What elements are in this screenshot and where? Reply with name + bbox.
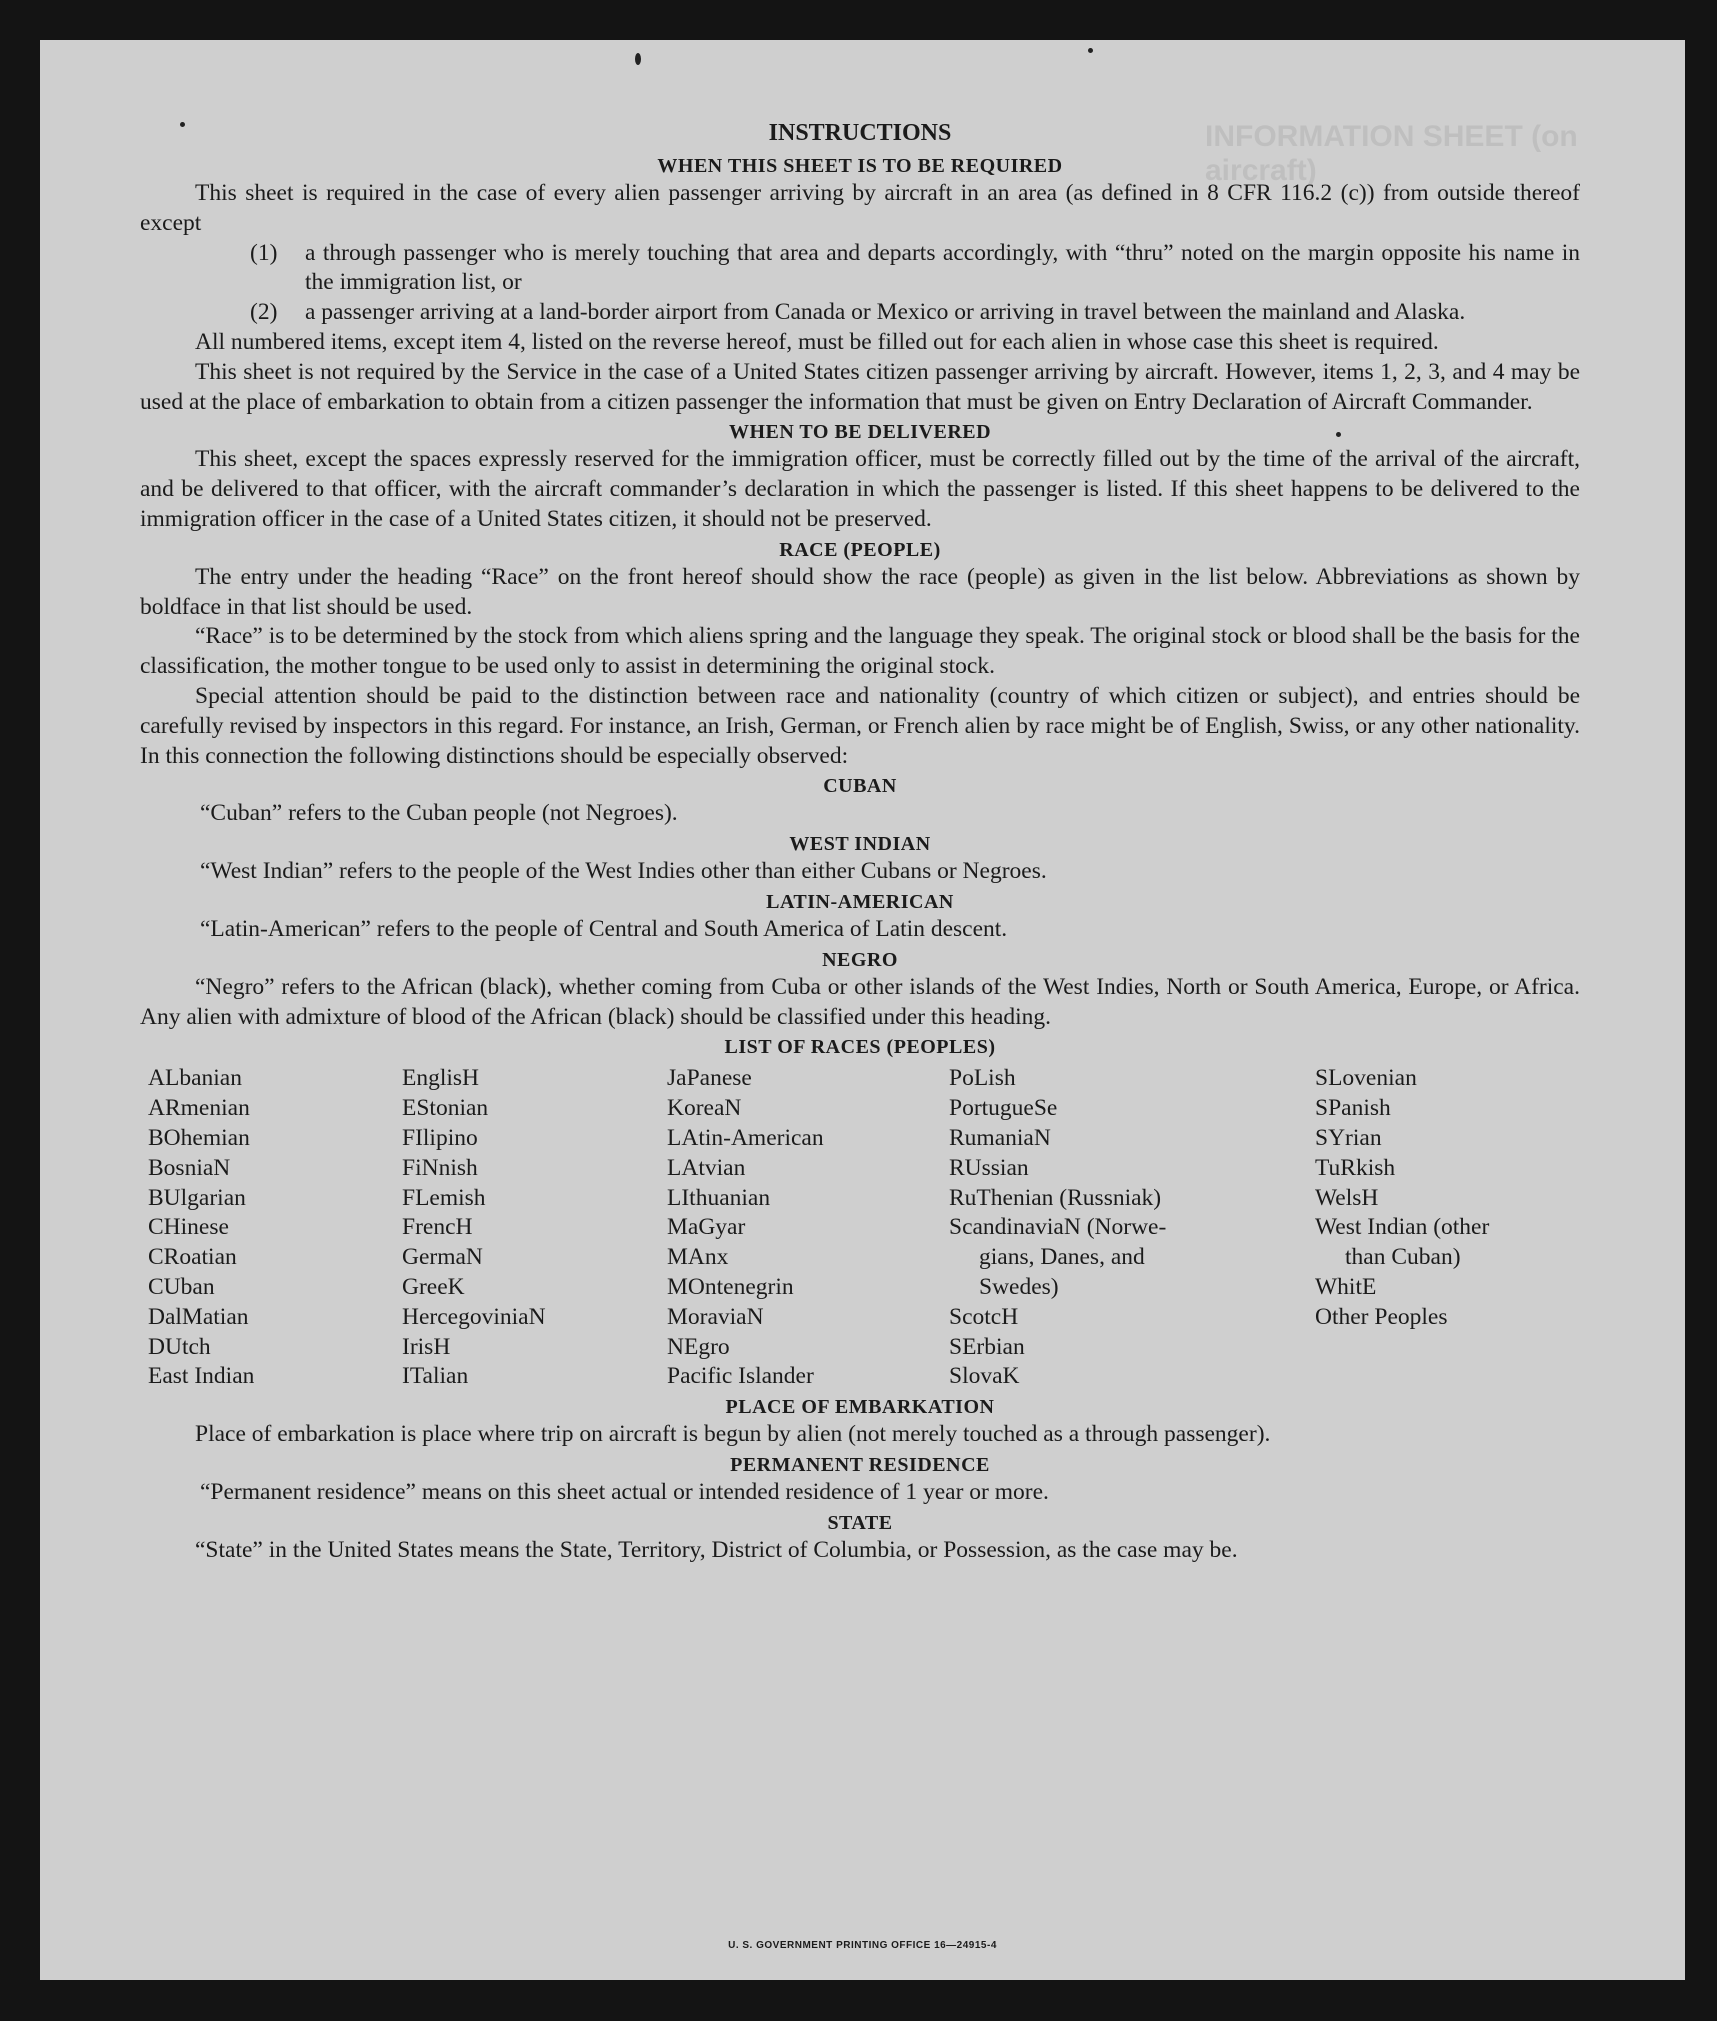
race-entry-continued: Swedes): [979, 1273, 1059, 1300]
races-column-4: [949, 1064, 1315, 1392]
race-entry: RumaniaN: [949, 1124, 1051, 1151]
race-entry: LIthuanian: [667, 1184, 771, 1211]
definition-text: “Permanent residence” means on this sheet actual or intended residence of 1 year or more.: [200, 1478, 1049, 1505]
heading-west-indian: WEST INDIAN: [789, 833, 931, 856]
document-page: [40, 40, 1685, 1980]
race-entry: SLovenian: [1315, 1065, 1417, 1092]
race-entry: DUtch: [148, 1333, 211, 1360]
race-entry: FLemish: [402, 1184, 486, 1211]
definition-text: “State” in the United States means the State, Territory, District of Columbia, or Possession, as the case may be.: [195, 1536, 1238, 1563]
races-column-1: [148, 1064, 402, 1392]
race-entry: CHinese: [148, 1214, 229, 1241]
races-column-2: [402, 1064, 667, 1392]
ink-speck: [635, 53, 641, 65]
printer-imprint: U. S. GOVERNMENT PRINTING OFFICE 16—24915-4: [728, 1940, 997, 1951]
paragraph: Special attention should be paid to the distinction between race and nationality (country of which citizen or subject), and entries should be carefully revised by inspectors in this regard. For instance, an Irish, German, or French alien by race might be of English, Swiss, or any other nationality. In this connection the following distinctions should be especially observed:: [140, 682, 1580, 769]
race-entry: HercegoviniaN: [402, 1303, 546, 1330]
paragraph: All numbered items, except item 4, listed on the reverse hereof, must be filled out for each alien in whose case this sheet is required.: [195, 328, 1439, 355]
race-entry: CRoatian: [148, 1244, 237, 1271]
race-entry-continued: than Cuban): [1345, 1244, 1461, 1271]
races-list: [140, 1064, 1580, 1392]
race-entry-continued: gians, Danes, and: [979, 1244, 1145, 1271]
race-entry: SErbian: [949, 1333, 1025, 1360]
race-entry: BUlgarian: [148, 1184, 246, 1211]
page-title: INSTRUCTIONS: [768, 120, 952, 146]
heading-list-of-races: LIST OF RACES (PEOPLES): [724, 1036, 996, 1059]
race-entry: ITalian: [402, 1363, 469, 1390]
race-entry: SPanish: [1315, 1095, 1391, 1122]
item-number: (2): [250, 299, 278, 326]
definition-text: “Latin-American” refers to the people of Central and South America of Latin descent.: [200, 915, 1008, 942]
heading-latin-american: LATIN-AMERICAN: [766, 890, 954, 913]
race-entry: RuThenian (Russniak): [949, 1184, 1162, 1211]
paragraph: “Race” is to be determined by the stock from which aliens spring and the language they speak. The original stock or blood shall be the basis for the classification, the mother tongue to be used only to assist in determining the original stock.: [140, 623, 1580, 680]
heading-state: STATE: [827, 1511, 893, 1534]
heading-place-of-embarkation: PLACE OF EMBARKATION: [725, 1396, 995, 1419]
heading-when-required: WHEN THIS SHEET IS TO BE REQUIRED: [657, 155, 1063, 177]
race-entry: IrisH: [402, 1333, 451, 1360]
heading-when-delivered: WHEN TO BE DELIVERED: [728, 421, 992, 444]
race-entry: EStonian: [402, 1095, 489, 1122]
definition-text: “West Indian” refers to the people of the West Indies other than either Cubans or Negroes.: [200, 858, 1047, 885]
instructions-body: [140, 115, 1580, 1565]
race-entry: ScotcH: [949, 1303, 1019, 1330]
race-entry: GreeK: [402, 1273, 465, 1300]
race-entry: LAtvian: [667, 1154, 746, 1181]
race-entry: RUssian: [949, 1154, 1029, 1181]
race-entry: FrencH: [402, 1214, 473, 1241]
paragraph: This sheet, except the spaces expressly reserved for the immigration officer, must be correctly filled out by the time of the arrival of the aircraft, and be delivered to that officer, with the aircraft commander’s declaration in which the passenger is listed. If this sheet happens to be delivered to the immigration officer in the case of a United States citizen, it should not be preserved.: [140, 446, 1580, 532]
race-entry: WhitE: [1315, 1273, 1377, 1300]
race-entry: DalMatian: [148, 1303, 249, 1330]
heading-negro: NEGRO: [822, 948, 898, 971]
race-entry: WelsH: [1315, 1184, 1379, 1211]
race-entry: East Indian: [148, 1363, 255, 1390]
race-entry: BosniaN: [148, 1154, 231, 1181]
race-entry: FiNnish: [402, 1154, 478, 1181]
race-entry: SlovaK: [949, 1363, 1020, 1390]
race-entry: ScandinaviaN (Norwe-: [949, 1214, 1167, 1241]
definition-text: Place of embarkation is place where trip on aircraft is begun by alien (not merely touched as a through passenger).: [195, 1421, 1271, 1448]
race-entry: Other Peoples: [1315, 1303, 1448, 1330]
race-entry: NEgro: [667, 1333, 730, 1360]
race-entry: BOhemian: [148, 1124, 250, 1151]
race-entry: SYrian: [1315, 1124, 1382, 1151]
races-column-3: [667, 1064, 949, 1392]
exception-item: [140, 298, 1580, 328]
race-entry: CUban: [148, 1273, 215, 1300]
heading-race: RACE (PEOPLE): [779, 538, 941, 561]
race-entry: EnglisH: [402, 1065, 480, 1092]
exception-item: [140, 239, 1580, 299]
paragraph: This sheet is not required by the Service in the case of a United States citizen passenger arriving by aircraft. However, items 1, 2, 3, and 4 may be used at the place of embarkation to obtain from a citizen passenger the information that must be given on Entry Declaration of Aircraft Commander.: [140, 358, 1580, 415]
race-entry: FIlipino: [402, 1124, 478, 1151]
item-text: a passenger arriving at a land-border airport from Canada or Mexico or arriving in travel between the mainland and Alaska.: [305, 299, 1466, 326]
race-entry: LAtin-American: [667, 1124, 824, 1151]
races-column-5: [1315, 1064, 1580, 1392]
item-number: (1): [250, 239, 278, 266]
race-entry: MAnx: [667, 1244, 729, 1271]
race-entry: PortugueSe: [949, 1095, 1058, 1122]
paragraph: This sheet is required in the case of every alien passenger arriving by aircraft in an area (as defined in 8 CFR 116.2 (c)) from outside thereof except: [140, 180, 1580, 236]
ink-speck: [1088, 48, 1093, 53]
race-entry: ARmenian: [148, 1095, 250, 1122]
race-entry: MOntenegrin: [667, 1273, 794, 1300]
race-entry: GermaN: [402, 1244, 483, 1271]
heading-cuban: CUBAN: [823, 775, 897, 798]
race-entry: PoLish: [949, 1065, 1016, 1092]
race-entry: Pacific Islander: [667, 1363, 814, 1390]
race-entry: TuRkish: [1315, 1154, 1396, 1181]
race-entry: KoreaN: [667, 1095, 742, 1122]
item-text: a through passenger who is merely touching that area and departs accordingly, with “thru” noted on the margin opposite his name in the immigration list, or: [305, 239, 1580, 296]
definition-text: “Cuban” refers to the Cuban people (not Negroes).: [200, 800, 678, 827]
race-entry: West Indian (other: [1315, 1214, 1490, 1241]
definition-text: “Negro” refers to the African (black), whether coming from Cuba or other islands of the West Indies, North or South America, Europe, or Africa. Any alien with admixture of blood of the African (black) should be classified under this heading.: [140, 973, 1580, 1030]
race-entry: JaPanese: [667, 1065, 752, 1092]
race-entry: MoraviaN: [667, 1303, 764, 1330]
heading-permanent-residence: PERMANENT RESIDENCE: [730, 1453, 990, 1476]
race-entry: MaGyar: [667, 1214, 746, 1241]
bleed-through-text: INFORMATION SHEET (on aircraft): [1205, 120, 1578, 187]
race-entry: ALbanian: [148, 1065, 242, 1092]
paragraph: The entry under the heading “Race” on the front hereof should show the race (people) as given in the list below. Abbreviations as shown by boldface in that list should be used.: [140, 563, 1580, 620]
